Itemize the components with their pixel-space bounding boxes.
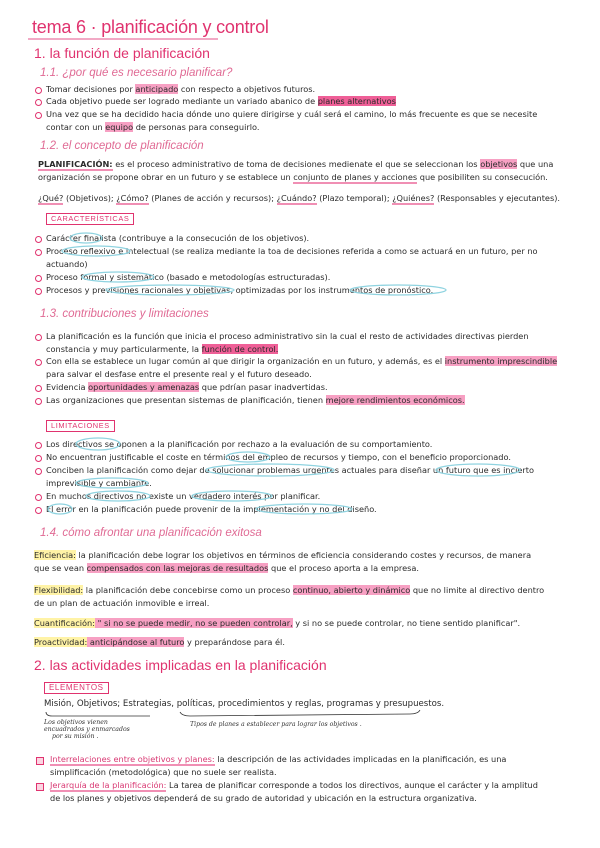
questions-line: ¿Qué? (Objetivos); ¿Cómo? (Planes de acción y recursos); ¿Cuándo? (Plazo temporal); ¿Quiénes? (Responsables y ejecutantes). <box>38 193 561 203</box>
bullet-icon <box>35 494 42 501</box>
section-1-1-heading: 1.1. ¿por qué es necesario planificar? <box>40 67 233 79</box>
bullet-icon <box>35 359 42 366</box>
section-1-heading: 1. la función de planificación <box>34 45 210 61</box>
bullet-icon <box>35 398 42 405</box>
bullet-icon <box>35 236 42 243</box>
list-item: El error en la planificación puede provenir de la implementación y no del diseño. <box>46 504 377 514</box>
list-item: Los directivos se oponen a la planificación por rechazo a la evaluación de su comportamiento. <box>46 439 433 449</box>
flexibility-line: de un plan de actuación inmovible e irreal. <box>34 598 210 608</box>
bullet-icon <box>35 385 42 392</box>
bullet-icon <box>35 288 42 295</box>
list-item: Proceso reflexivo e intelectual (se realiza mediante la toa de decisiones referida a como se actuará en un futuro, per no <box>46 246 538 256</box>
proactivity-line: Proactividad: anticipándose al futuro y preparándose para él. <box>34 637 285 647</box>
handwritten-note-left: Los objetivos vienen encuadrados y enmarcados por su misión . <box>44 719 130 740</box>
elements-box: ELEMENTOS <box>44 682 109 694</box>
bullet-icon <box>35 468 42 475</box>
list-item-continuation: para salvar el desfase entre el presente real y el futuro deseado. <box>46 369 312 379</box>
list-item-continuation: imprevisible y cambiante. <box>46 478 152 488</box>
section-1-2-heading: 1.2. el concepto de planificación <box>40 140 204 152</box>
bullet-icon <box>35 334 42 341</box>
list-item: Interrelaciones entre objetivos y planes: la descripción de las actividades implicadas en la planificación, es una <box>50 754 507 764</box>
list-item-continuation: de los planes y objetivos dependerá de su grado de autoridad y ubicación en la estructura organizativa. <box>50 793 477 803</box>
list-item: No encuentran justificable el coste en términos del empleo de recursos y tiempo, con el beneficio proporcionado. <box>46 452 511 462</box>
bullet-icon <box>35 455 42 462</box>
page-title: tema 6 · planificación y control <box>32 17 269 37</box>
list-item: Las organizaciones que presentan sistemas de planificación, tienen mejore rendimientos económicos. <box>46 395 465 405</box>
limitations-box: LIMITACIONES <box>46 420 115 432</box>
handwritten-note-right: Tipos de planes a establecer para lograr los objetivos . <box>190 721 362 728</box>
section-1-4-heading: 1.4. cómo afrontar una planificación exitosa <box>40 527 262 539</box>
elements-line: Misión, Objetivos; Estrategias, políticas, procedimientos y reglas, programas y presupuestos. <box>44 699 445 709</box>
quantification-line: Cuantificación: " si no se puede medir, no se pueden controlar, y si no se puede controlar, no tiene sentido planificar". <box>34 618 521 628</box>
bullet-icon <box>35 87 42 94</box>
list-item: Cada objetivo puede ser logrado mediante un variado abanico de planes alternativos <box>46 96 396 106</box>
list-item: Carácter finalista (contribuye a la consecución de los objetivos). <box>46 233 310 243</box>
list-item-continuation: simplificación (metodológica) que no suele ser realista. <box>50 767 277 777</box>
definition-line: organización se propone obrar en un futuro y se establece un conjunto de planes y acciones que posibiliten su consecución. <box>38 172 548 182</box>
efficiency-line: que se vean compensados con las mejoras de resultados que el proceso aporta a la empresa. <box>34 563 420 573</box>
definition-line: PLANIFICACIÓN: es el proceso administrativo de toma de decisiones medienate el que se seleccionan los objetivos que una <box>38 159 554 169</box>
bullet-icon <box>35 112 42 119</box>
bullet-icon <box>35 275 42 282</box>
list-item: La planificación es la función que inicia el proceso administrativo sin la cual el resto de actividades directivas pierden <box>46 331 529 341</box>
list-item: Tomar decisiones por anticipado con respecto a objetivos futuros. <box>46 84 316 94</box>
list-item: Con ella se establece un lugar común al que dirigir la organización en un futuro, y además, es el instrumento imprescindible <box>46 356 558 366</box>
list-item: Conciben la planificación como dejar de solucionar problemas urgentes actuales para diseñar un futuro que es incierto <box>46 465 534 475</box>
list-item-continuation: actuando) <box>46 259 88 269</box>
bullet-icon <box>35 507 42 514</box>
title-underline <box>28 38 218 40</box>
bullet-icon <box>35 249 42 256</box>
list-item: Jerarquía de la planificación: La tarea de planificar corresponde a todos los directivos, aunque el carácter y la amplitud <box>50 780 538 790</box>
list-item: Procesos y previsiones racionales y objetivas, optimizadas por los instrumentos de pronóstico. <box>46 285 434 295</box>
list-item: Proceso formal y sistemático (basado e metodologías estructuradas). <box>46 272 331 282</box>
list-item: Evidencia oportunidades y amenazas que pdrían pasar inadvertidas. <box>46 382 328 392</box>
bullet-icon <box>35 99 42 106</box>
efficiency-line: Eficiencia: la planificación debe lograr los objetivos en términos de eficiencia considerando costes y recursos, de manera <box>34 550 532 560</box>
square-bullet-icon <box>36 783 44 791</box>
list-item-continuation: contar con un equipo de personas para conseguirlo. <box>46 122 260 132</box>
section-2-heading: 2. las actividades implicadas en la planificación <box>34 657 327 673</box>
section-1-3-heading: 1.3. contribuciones y limitaciones <box>40 308 209 320</box>
list-item-continuation: constancia y muy particularmente, la función de control. <box>46 344 279 354</box>
flexibility-line: Flexibilidad: la planificación debe concebirse como un proceso continuo, abierto y dinámico que no limite al directivo dentro <box>34 585 545 595</box>
list-item: Una vez que se ha decidido hacia dónde uno quiere dirigirse y cuál será el camino, lo más frecuente es que se necesite <box>46 109 538 119</box>
list-item: En muchos directivos no existe un verdadero interés por planificar. <box>46 491 321 501</box>
bullet-icon <box>35 442 42 449</box>
characteristics-box: CARACTERÍSTICAS <box>46 213 134 225</box>
square-bullet-icon <box>36 757 44 765</box>
